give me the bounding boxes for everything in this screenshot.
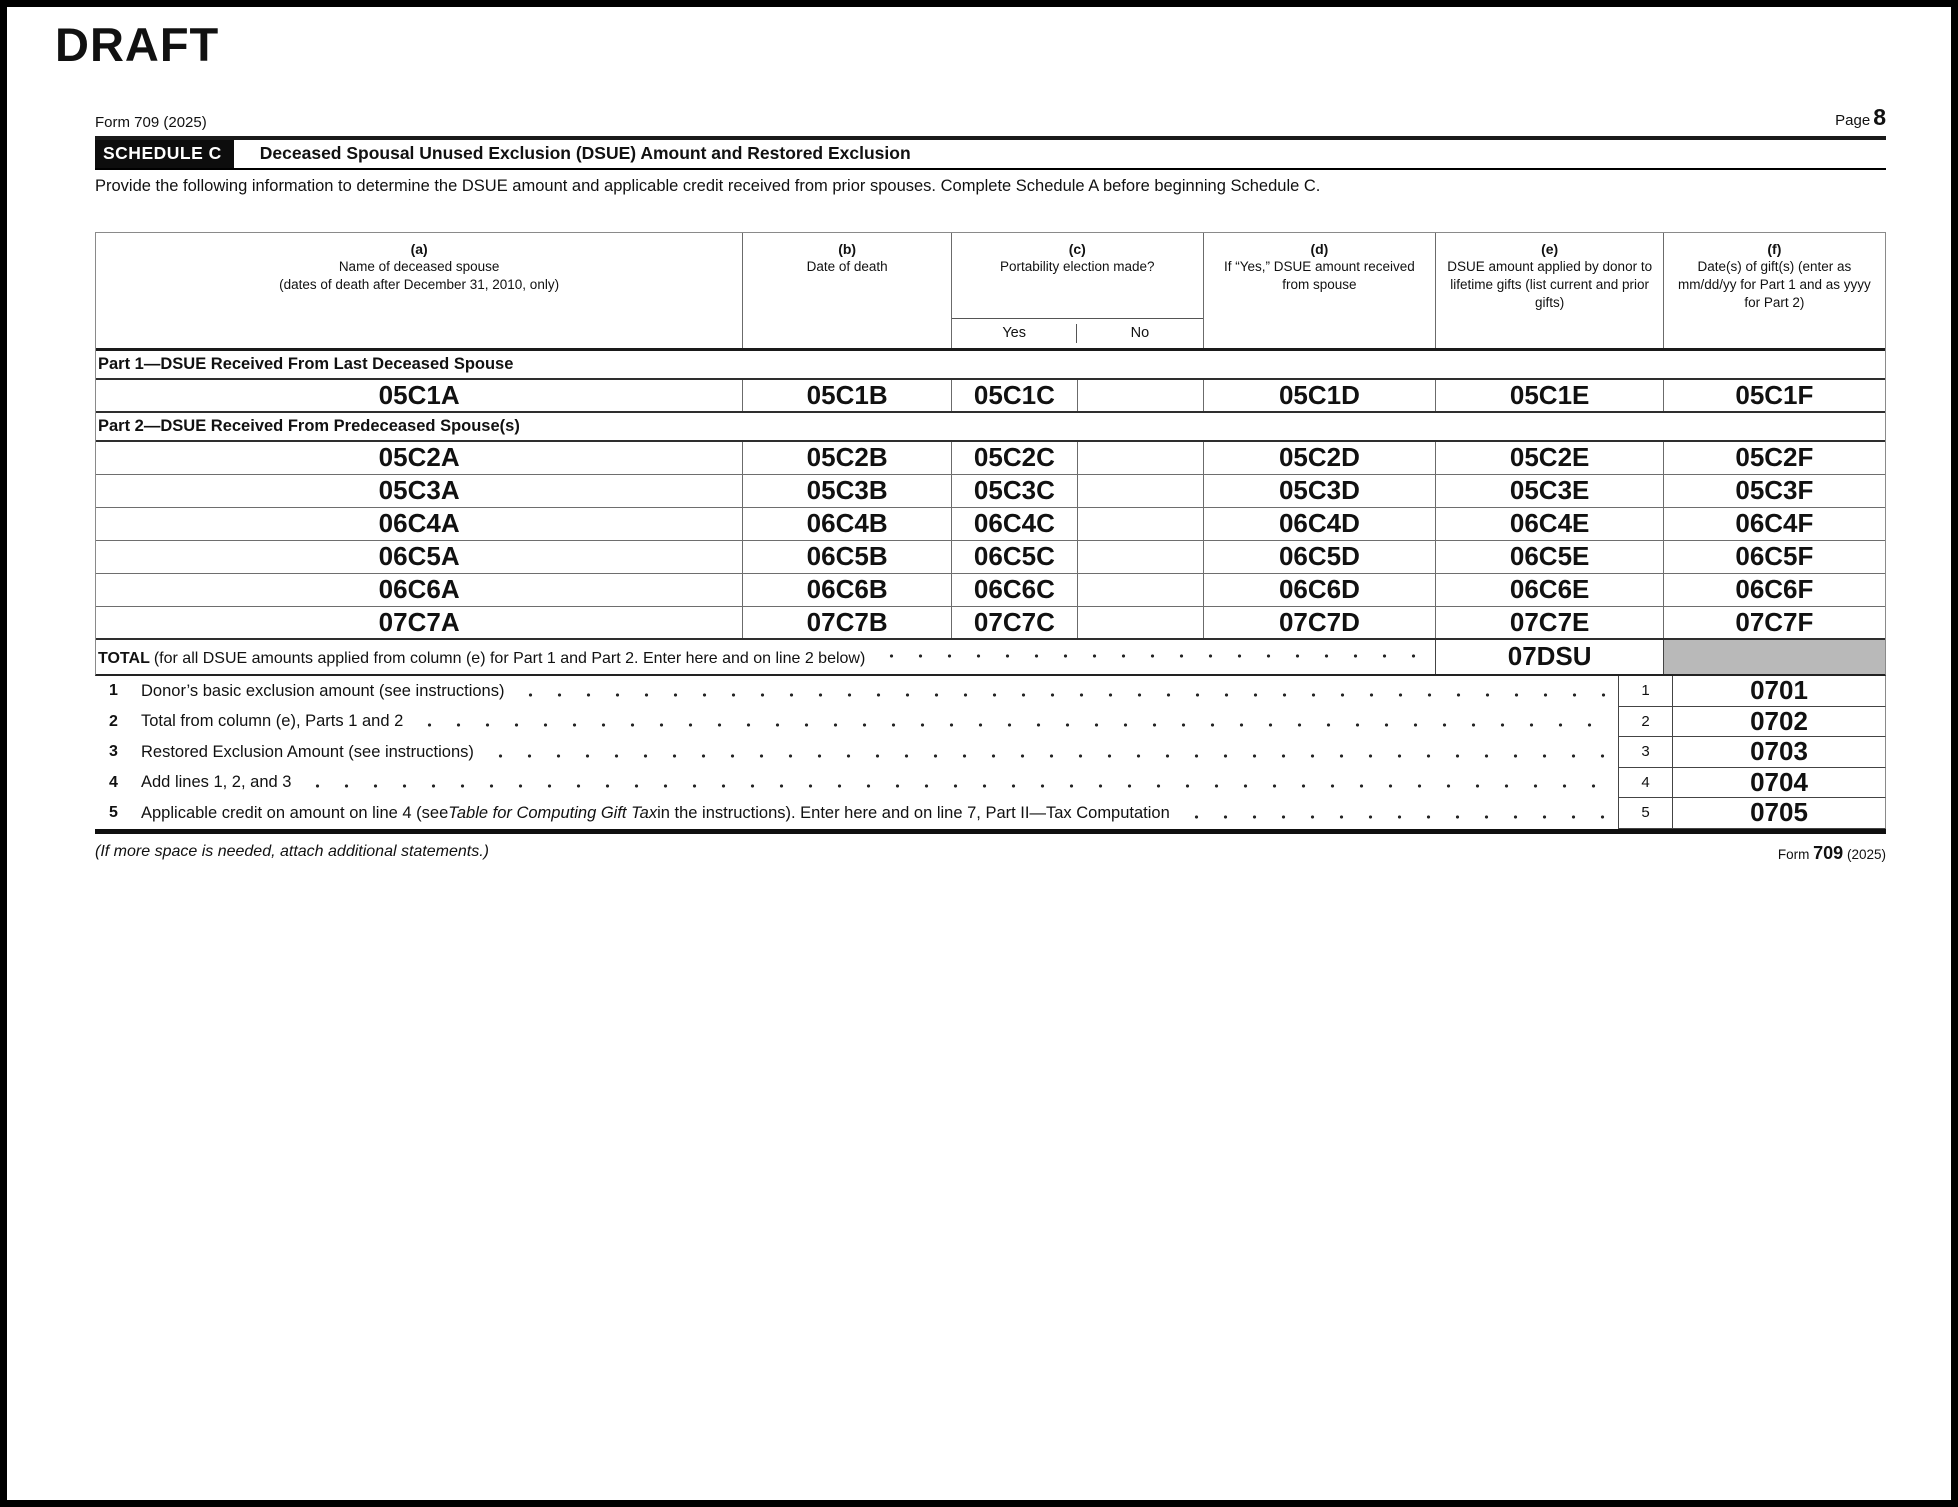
column-header-c: (c) Portability election made? Yes No — [952, 233, 1204, 348]
yes-label: Yes — [952, 324, 1077, 343]
field-gift-dates: 06C6F — [1735, 574, 1814, 604]
page-footer — [95, 843, 1886, 864]
field-portability-no — [1078, 442, 1204, 474]
column-desc-a2: (dates of death after December 31, 2010, only) — [279, 277, 560, 293]
column-header-d: (d) If “Yes,” DSUE amount received from spouse — [1204, 233, 1437, 348]
field-dsue-applied: 07C7E — [1436, 607, 1664, 638]
field-date-of-death: 05C2B — [743, 442, 952, 474]
schedule-instructions: Provide the following information to determine the DSUE amount and applicable credit received from prior spouses. Complete Schedule A before beginning Schedule C. — [95, 177, 1321, 195]
column-header-f: (f) Date(s) of gift(s) (enter as mm/dd/yy for Part 1 and as yyyy for Part 2) — [1664, 233, 1885, 348]
page-number: 8 — [1873, 104, 1886, 130]
line-number: 2 — [109, 712, 118, 730]
total-row — [96, 640, 1885, 674]
line-number-box: 2 — [1618, 707, 1673, 738]
dot-leader — [303, 768, 1608, 799]
part1-rows — [96, 380, 1885, 413]
field-portability-yes: 05C1C — [952, 380, 1078, 411]
field-gift-dates: 06C4F — [1735, 508, 1814, 538]
field-name-of-spouse: 05C1A — [96, 380, 743, 411]
line-description: Donor’s basic exclusion amount (see instructions) — [141, 681, 505, 700]
line-number: 1 — [109, 682, 118, 700]
page-ref — [1835, 104, 1886, 131]
line-item-row — [95, 676, 1886, 707]
field-portability-no — [1078, 475, 1204, 507]
page-label: Page — [1835, 112, 1871, 129]
dsue-table — [95, 232, 1886, 676]
line-item-row — [95, 798, 1886, 829]
line-item-row — [95, 768, 1886, 799]
schedule-header — [95, 140, 1886, 170]
field-dsue-applied: 06C4E — [1436, 508, 1664, 540]
schedule-title: Deceased Spousal Unused Exclusion (DSUE) Amount and Restored Exclusion — [259, 143, 911, 163]
part2-rows — [96, 442, 1885, 640]
field-dsue-received: 06C5D — [1204, 541, 1437, 573]
field-dsue-received: 06C4D — [1204, 508, 1437, 540]
field-date-of-death: 07C7B — [743, 607, 952, 638]
field-dsue-applied: 06C6E — [1436, 574, 1664, 606]
column-desc-c: Portability election made? — [999, 259, 1155, 275]
field-date-of-death: 05C1B — [743, 380, 952, 411]
footer-note: (If more space is needed, attach additional statements.) — [95, 842, 489, 860]
line-number-box: 1 — [1618, 676, 1673, 707]
field-portability-yes: 05C2C — [952, 442, 1078, 474]
table-row — [96, 508, 1885, 541]
field-portability-yes: 06C5C — [952, 541, 1078, 573]
field-name-of-spouse: 06C5A — [96, 541, 743, 573]
field-date-of-death: 06C4B — [743, 508, 952, 540]
total-shaded-cell — [1664, 640, 1885, 674]
field-portability-yes: 06C4C — [952, 508, 1078, 540]
line-description: Applicable credit on amount on line 4 (see Table for Computing Gift Tax in the instructions). Enter here and on line 7, Part II—Tax Computation — [141, 803, 1170, 822]
line-description: Add lines 1, 2, and 3 — [141, 773, 292, 792]
column-desc-d: If “Yes,” DSUE amount received from spouse — [1223, 259, 1415, 293]
line-amount-field: 0705 — [1673, 798, 1886, 829]
line-number: 3 — [109, 743, 118, 761]
table-header-row — [96, 233, 1885, 351]
dot-leader — [486, 737, 1608, 768]
line-number: 4 — [109, 773, 118, 791]
table-row — [96, 475, 1885, 508]
line-item-row — [95, 737, 1886, 768]
field-dsue-received: 05C2D — [1204, 442, 1437, 474]
field-dsue-applied: 05C2E — [1436, 442, 1664, 474]
line-items — [95, 676, 1886, 834]
dot-leader — [1182, 798, 1608, 829]
table-row — [96, 541, 1885, 574]
table-row — [96, 607, 1885, 640]
column-desc-b: Date of death — [806, 259, 888, 275]
table-row — [96, 380, 1885, 413]
line-description: Total from column (e), Parts 1 and 2 — [141, 712, 404, 731]
field-gift-dates: 07C7F — [1735, 607, 1814, 637]
field-dsue-applied: 05C1E — [1436, 380, 1664, 411]
form-meta-row — [95, 104, 1886, 140]
table-row — [96, 574, 1885, 607]
field-gift-dates: 05C1F — [1735, 380, 1814, 410]
field-dsue-applied: 06C5E — [1436, 541, 1664, 573]
part1-band: Part 1—DSUE Received From Last Deceased Spouse — [96, 351, 1885, 380]
field-name-of-spouse: 06C4A — [96, 508, 743, 540]
field-portability-no — [1078, 607, 1204, 638]
column-header-e: (e) DSUE amount applied by donor to lifetime gifts (list current and prior gifts) — [1436, 233, 1664, 348]
field-gift-dates: 06C5F — [1735, 541, 1814, 571]
line-amount-field: 0704 — [1673, 768, 1886, 799]
form-id: Form 709 (2025) — [95, 114, 207, 131]
column-desc-f: Date(s) of gift(s) (enter as mm/dd/yy for Part 1 and as yyyy for Part 2) — [1677, 259, 1871, 311]
field-portability-no — [1078, 541, 1204, 573]
column-header-b: (b) Date of death — [743, 233, 952, 348]
form-reference: Form 709 (2025) — [1777, 842, 1886, 863]
line-item-row — [95, 707, 1886, 738]
page-content — [95, 104, 1886, 864]
field-portability-yes: 05C3C — [952, 475, 1078, 507]
field-portability-no — [1078, 380, 1204, 411]
column-desc-a1: Name of deceased spouse — [338, 259, 500, 275]
dot-leader — [516, 676, 1608, 707]
field-date-of-death: 06C6B — [743, 574, 952, 606]
no-label: No — [1130, 324, 1150, 341]
field-name-of-spouse: 06C6A — [96, 574, 743, 606]
field-gift-dates: 05C2F — [1735, 442, 1814, 472]
draft-watermark: DRAFT — [55, 18, 220, 71]
column-desc-e: DSUE amount applied by donor to lifetime gifts (list current and prior gifts) — [1447, 259, 1653, 311]
table-row — [96, 442, 1885, 475]
line-number-box: 3 — [1618, 737, 1673, 768]
dot-leader — [415, 707, 1608, 738]
line-number-box: 4 — [1618, 768, 1673, 799]
field-dsue-received: 05C3D — [1204, 475, 1437, 507]
field-dsue-received: 05C1D — [1204, 380, 1437, 411]
field-name-of-spouse: 07C7A — [96, 607, 743, 638]
line-amount-field: 0701 — [1673, 676, 1886, 707]
field-gift-dates: 05C3F — [1735, 475, 1814, 505]
field-dsue-received: 07C7D — [1204, 607, 1437, 638]
dot-leader — [877, 640, 1425, 668]
field-dsue-applied: 05C3E — [1436, 475, 1664, 507]
field-portability-no — [1078, 574, 1204, 606]
field-portability-yes: 06C6C — [952, 574, 1078, 606]
line-number-box: 5 — [1618, 798, 1673, 829]
line-amount-field: 0702 — [1673, 707, 1886, 738]
schedule-badge: SCHEDULE C — [95, 140, 234, 168]
field-dsue-received: 06C6D — [1204, 574, 1437, 606]
column-header-a: (a) Name of deceased spouse (dates of death after December 31, 2010, only) — [96, 233, 743, 348]
total-label: TOTAL (for all DSUE amounts applied from column (e) for Part 1 and Part 2. Enter here and on line 2 below) — [96, 640, 1436, 674]
total-value-e: 07DSU — [1436, 640, 1664, 674]
field-portability-no — [1078, 508, 1204, 540]
line-description: Restored Exclusion Amount (see instructions) — [141, 742, 474, 761]
line-amount-field: 0703 — [1673, 737, 1886, 768]
yes-no-subheader — [952, 318, 1203, 348]
field-date-of-death: 06C5B — [743, 541, 952, 573]
field-portability-yes: 07C7C — [952, 607, 1078, 638]
field-date-of-death: 05C3B — [743, 475, 952, 507]
part2-band: Part 2—DSUE Received From Predeceased Spouse(s) — [96, 413, 1885, 442]
line-number: 5 — [109, 804, 118, 822]
field-name-of-spouse: 05C3A — [96, 475, 743, 507]
field-name-of-spouse: 05C2A — [96, 442, 743, 474]
